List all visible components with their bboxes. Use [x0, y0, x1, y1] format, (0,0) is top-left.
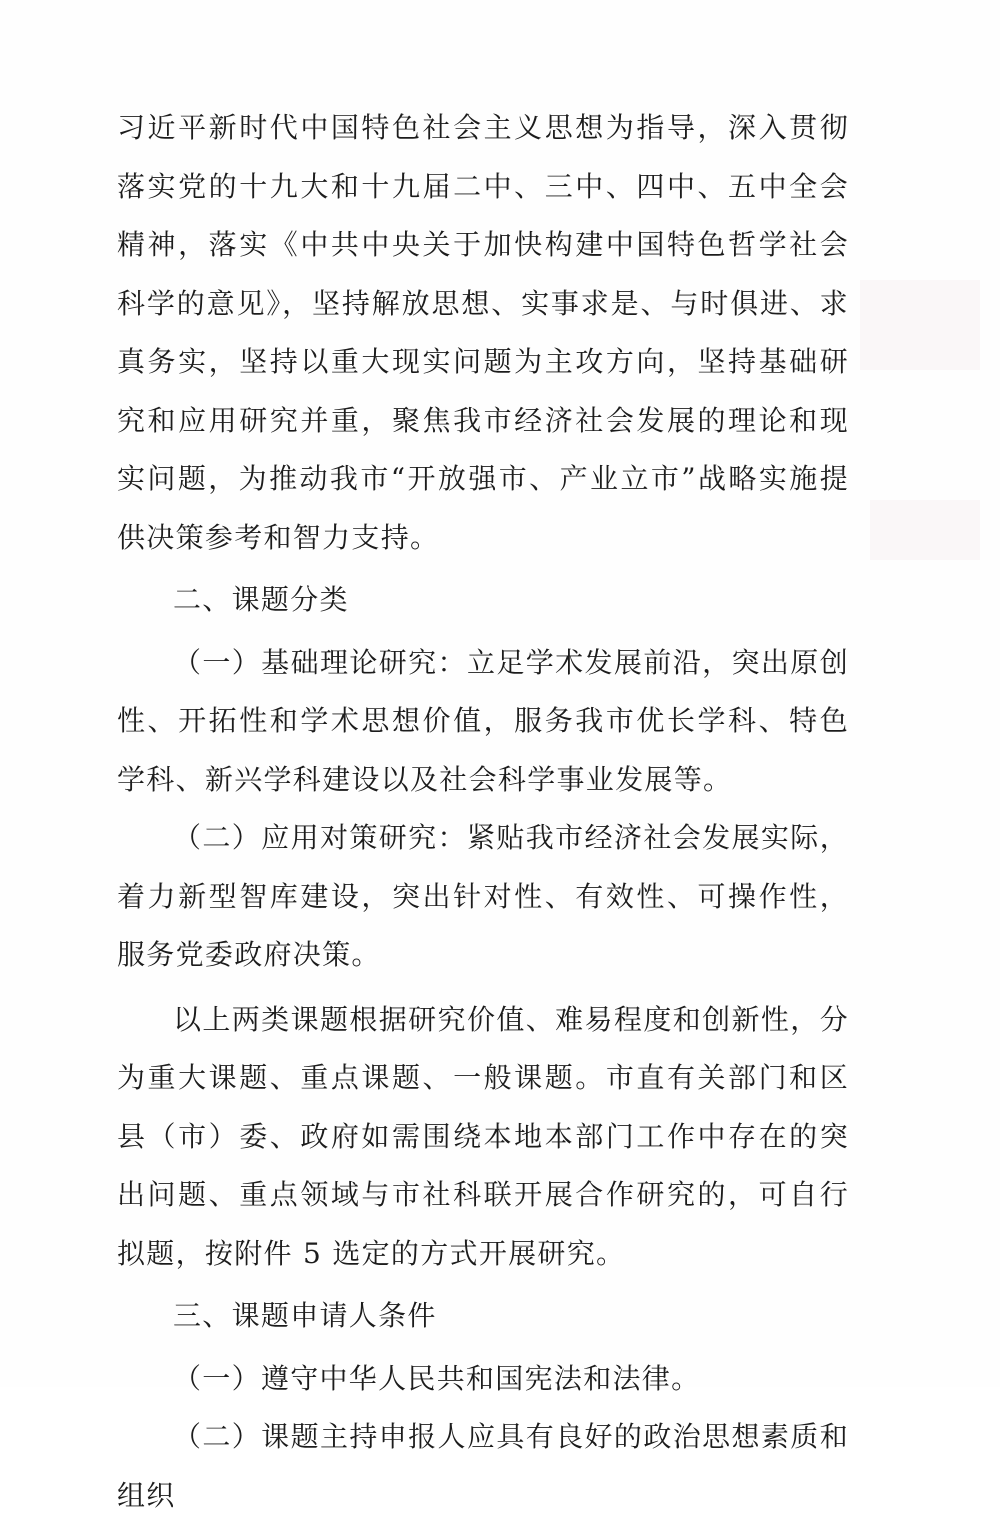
section-heading-topic-classification: 二、课题分类: [173, 583, 349, 616]
section-heading-applicant-conditions: 三、课题申请人条件: [173, 1299, 437, 1332]
paragraph-applied-policy-research: （二）应用对策研究：紧贴我市经济社会发展实际，着力新型智库建设，突出针对性、有效性、可操作性，服务党委政府决策。: [117, 821, 849, 971]
scan-bleed-mark: [860, 280, 980, 370]
document-body: [117, 99, 849, 1525]
paragraph-guiding-thought: 习近平新时代中国特色社会主义思想为指导，深入贯彻落实党的十九大和十九届二中、三中、四中、五中全会精神，落实《中共中央关于加快构建中国特色哲学社会科学的意见》，坚持解放思想、实事求是、与时俱进、求真务实，坚持以重大现实问题为主攻方向，坚持基础研究和应用研究并重，聚焦我市经济社会发展的理论和现实问题，为推动我市“开放强市、产业立市”战略实施提供决策参考和智力支持。: [117, 111, 849, 554]
paragraph-condition-2: （二）课题主持申报人应具有良好的政治思想素质和组织: [117, 1420, 849, 1512]
scan-bleed-mark: [870, 500, 980, 560]
paragraph-condition-1: （一）遵守中华人民共和国宪法和法律。: [173, 1361, 701, 1395]
paragraph-topic-levels: 以上两类课题根据研究价值、难易程度和创新性，分为重大课题、重点课题、一般课题。市直有关部门和区县（市）委、政府如需围绕本地本部门工作中存在的突出问题、重点领域与市社科联开展合作研究的，可自行拟题，按附件 5 选定的方式开展研究。: [117, 1002, 849, 1270]
paragraph-basic-theory-research: （一）基础理论研究：立足学术发展前沿，突出原创性、开拓性和学术思想价值，服务我市优长学科、特色学科、新兴学科建设以及社会科学事业发展等。: [117, 645, 849, 796]
